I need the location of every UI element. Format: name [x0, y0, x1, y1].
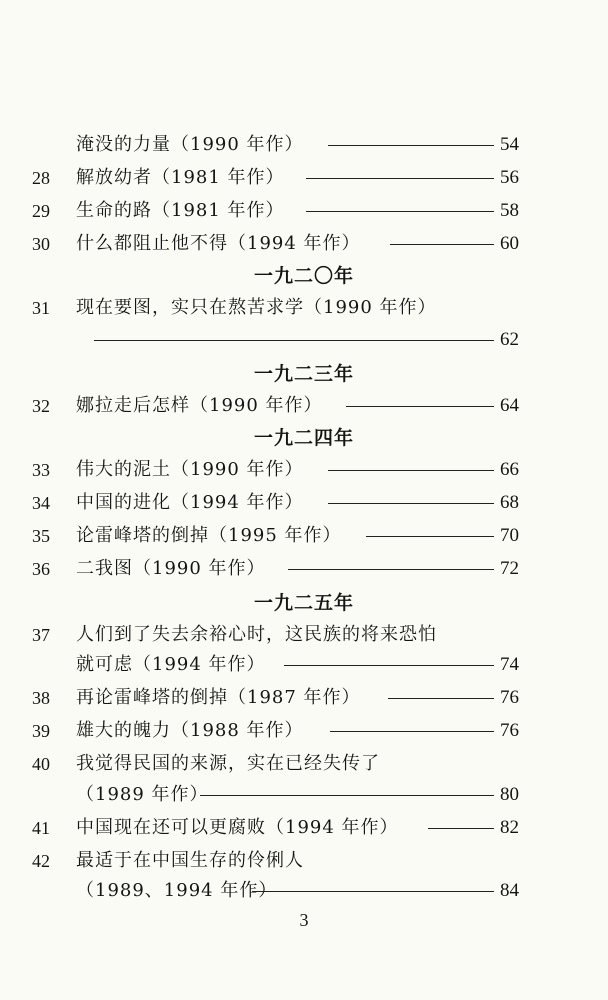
entry-title: 淹没的力量（1990 年作） [76, 134, 304, 155]
toc-entry[interactable] [0, 293, 608, 323]
toc-entry[interactable] [0, 391, 608, 421]
toc-entry[interactable] [0, 716, 608, 746]
entry-title: 再论雷峰塔的倒掉（1987 年作） [76, 687, 361, 708]
entry-page: 74 [500, 654, 519, 675]
entry-number: 28 [32, 168, 50, 188]
leader-line [200, 795, 494, 796]
entry-title-continuation: （1989 年作） [76, 784, 209, 805]
entry-number: 33 [32, 460, 50, 480]
entry-title: 什么都阻止他不得（1994 年作） [76, 233, 361, 254]
toc-entry-continuation[interactable] [0, 780, 608, 810]
toc-entry[interactable] [0, 130, 608, 160]
entry-page: 84 [500, 880, 519, 901]
entry-title: 论雷峰塔的倒掉（1995 年作） [76, 525, 342, 546]
entry-page: 72 [500, 558, 519, 579]
entry-page: 62 [500, 329, 519, 350]
leader-line [94, 340, 494, 341]
entry-number: 40 [32, 754, 50, 774]
toc-entry[interactable] [0, 813, 608, 843]
entry-page: 66 [500, 459, 519, 480]
entry-title: 解放幼者（1981 年作） [76, 167, 285, 188]
toc-entry[interactable] [0, 163, 608, 193]
entry-number: 41 [32, 818, 50, 838]
toc-entry[interactable] [0, 620, 608, 650]
entry-title: 现在要图，实只在熬苦求学（1990 年作） [76, 297, 437, 318]
entry-title: 娜拉走后怎样（1990 年作） [76, 395, 323, 416]
leader-line [288, 569, 494, 570]
leader-line [284, 665, 494, 666]
leader-line [346, 406, 494, 407]
year-heading: 一九二四年 [253, 427, 354, 449]
entry-page: 76 [500, 720, 519, 741]
entry-number: 35 [32, 526, 50, 546]
entry-page: 76 [500, 687, 519, 708]
toc-entry[interactable] [0, 683, 608, 713]
entry-title: 我觉得民国的来源，实在已经失传了 [76, 753, 380, 774]
leader-line [328, 470, 494, 471]
entry-number: 39 [32, 721, 50, 741]
toc-entry-continuation[interactable] [0, 325, 608, 355]
toc-entry[interactable] [0, 749, 608, 779]
entry-number: 29 [32, 201, 50, 221]
entry-page: 60 [500, 233, 519, 254]
page-number: 3 [299, 910, 309, 930]
entry-number: 36 [32, 559, 50, 579]
leader-line [428, 828, 494, 829]
entry-page: 80 [500, 784, 519, 805]
entry-title: 最适于在中国生存的伶俐人 [76, 850, 304, 871]
entry-title: 二我图（1990 年作） [76, 558, 266, 579]
entry-title: 中国现在还可以更腐败（1994 年作） [76, 817, 399, 838]
year-heading: 一九二〇年 [253, 265, 354, 287]
entry-number: 37 [32, 625, 50, 645]
toc-entry[interactable] [0, 229, 608, 259]
entry-number: 32 [32, 396, 50, 416]
leader-line [328, 145, 494, 146]
entry-number: 42 [32, 851, 50, 871]
toc-entry-continuation[interactable] [0, 876, 608, 906]
leader-line [252, 891, 494, 892]
entry-title: 中国的进化（1994 年作） [76, 492, 304, 513]
toc-entry[interactable] [0, 521, 608, 551]
entry-title-continuation: 就可虑（1994 年作） [76, 654, 266, 675]
year-heading: 一九二三年 [253, 363, 354, 385]
toc-entry[interactable] [0, 846, 608, 876]
leader-line [306, 178, 494, 179]
entry-number: 34 [32, 493, 50, 513]
toc-entry[interactable] [0, 455, 608, 485]
entry-title: 生命的路（1981 年作） [76, 200, 285, 221]
entry-title: 伟大的泥土（1990 年作） [76, 459, 304, 480]
year-heading: 一九二五年 [253, 592, 354, 614]
toc-entry[interactable] [0, 554, 608, 584]
entry-page: 64 [500, 395, 519, 416]
entry-page: 58 [500, 200, 519, 221]
leader-line [330, 731, 494, 732]
entry-page: 54 [500, 134, 519, 155]
toc-entry-continuation[interactable] [0, 650, 608, 680]
leader-line [388, 698, 494, 699]
leader-line [306, 211, 494, 212]
leader-line [328, 503, 494, 504]
toc-entry[interactable] [0, 196, 608, 226]
entry-page: 68 [500, 492, 519, 513]
entry-number: 38 [32, 688, 50, 708]
entry-number: 30 [32, 234, 50, 254]
entry-page: 82 [500, 817, 519, 838]
entry-title: 雄大的魄力（1988 年作） [76, 720, 304, 741]
leader-line [366, 536, 494, 537]
entry-number: 31 [32, 298, 50, 318]
toc-entry[interactable] [0, 488, 608, 518]
entry-page: 70 [500, 525, 519, 546]
leader-line [390, 244, 494, 245]
entry-title-continuation: （1989、1994 年作） [76, 880, 278, 901]
entry-title: 人们到了失去余裕心时，这民族的将来恐怕 [76, 624, 437, 645]
entry-page: 56 [500, 167, 519, 188]
